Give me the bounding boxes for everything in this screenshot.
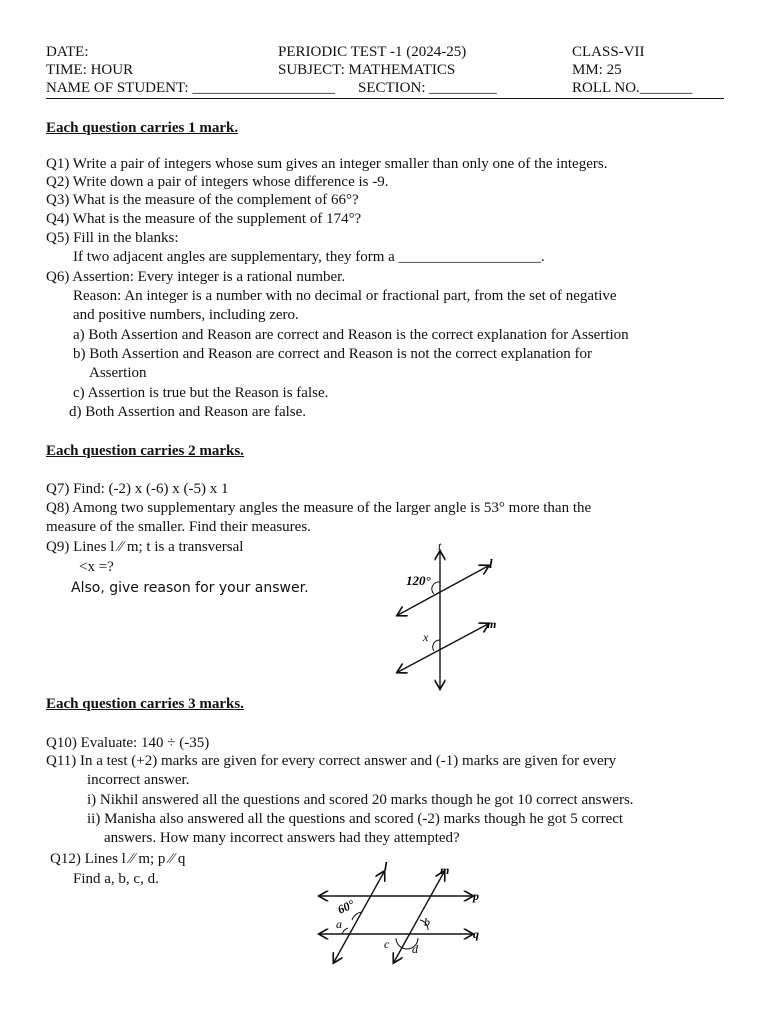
question-6-assertion: Q6) Assertion: Every integer is a rational number.	[46, 269, 346, 285]
question-2: Q2) Write down a pair of integers whose difference is -9.	[46, 174, 389, 190]
question-1: Q1) Write a pair of integers whose sum gives an integer smaller than only one of the integers.	[46, 156, 608, 172]
question-10: Q10) Evaluate: 140 ÷ (-35)	[46, 735, 210, 751]
label-m-fig2: m	[440, 863, 450, 877]
question-9-angle-x: <x =?	[79, 559, 114, 575]
question-5-blank: If two adjacent angles are supplementary, they form a ___________________.	[73, 249, 545, 265]
label-a: a	[336, 917, 342, 931]
label-m: m	[487, 617, 497, 631]
label-b: b	[424, 915, 430, 929]
parallelogram-figure	[312, 858, 492, 968]
question-6-reason-line1: Reason: An integer is a number with no decimal or fractional part, from the set of negative	[73, 288, 617, 304]
question-11-part-ii-cont: answers. How many incorrect answers had they attempted?	[104, 830, 460, 846]
line-m	[398, 624, 488, 672]
question-6-option-a: a) Both Assertion and Reason are correct and Reason is the correct explanation for Assertion	[73, 327, 629, 343]
question-9: Q9) Lines l ∕∕ m; t is a transversal	[46, 539, 244, 555]
header-divider	[46, 98, 724, 99]
angle-x-arc	[433, 640, 440, 651]
label-c: c	[384, 937, 390, 951]
question-4: Q4) What is the measure of the supplement of 174°?	[46, 211, 362, 227]
angle-a-arc	[342, 928, 348, 934]
question-11-line2: incorrect answer.	[87, 772, 190, 788]
question-9-reason: Also, give reason for your answer.	[71, 580, 309, 596]
label-120-degrees: 120°	[406, 573, 431, 588]
line-m-fig2	[394, 872, 444, 962]
section3-heading: Each question carries 3 marks.	[46, 696, 244, 712]
date-label: DATE:	[46, 44, 89, 60]
label-l: l	[489, 556, 493, 571]
label-p: p	[473, 889, 479, 903]
class-label: CLASS-VII	[572, 44, 645, 60]
question-6-option-b: b) Both Assertion and Reason are correct and Reason is not the correct explanation for	[73, 346, 593, 362]
student-name-label: NAME OF STUDENT: ___________________	[46, 80, 335, 96]
label-q: q	[473, 927, 479, 941]
question-8-line1: Q8) Among two supplementary angles the measure of the larger angle is 53° more than the	[46, 500, 592, 516]
roll-no-label: ROLL NO._______	[572, 80, 693, 96]
question-11-part-ii: ii) Manisha also answered all the questions and scored (-2) marks though he got 5 correct	[87, 811, 624, 827]
question-8-line2: measure of the smaller. Find their measures.	[46, 519, 311, 535]
question-11-part-i: i) Nikhil answered all the questions and scored 20 marks though he got 10 correct answers.	[87, 792, 634, 808]
subject-label: SUBJECT: MATHEMATICS	[278, 62, 456, 78]
question-12-find: Find a, b, c, d.	[73, 871, 159, 887]
transversal-figure	[390, 538, 520, 694]
label-x: x	[423, 630, 429, 644]
question-7: Q7) Find: (-2) x (-6) x (-5) x 1	[46, 481, 229, 497]
question-12: Q12) Lines l ∕∕ m; p ∕∕ q	[50, 851, 186, 867]
question-11-line1: Q11) In a test (+2) marks are given for every correct answer and (-1) marks are given for every	[46, 753, 617, 769]
time-label: TIME: HOUR	[46, 62, 134, 78]
question-6-option-b-cont: Assertion	[89, 365, 147, 381]
section2-heading: Each question carries 2 marks.	[46, 443, 244, 459]
question-3: Q3) What is the measure of the complement of 66°?	[46, 192, 359, 208]
question-6-option-c: c) Assertion is true but the Reason is false.	[73, 385, 329, 401]
section1-heading: Each question carries 1 mark.	[46, 120, 239, 136]
label-60-degrees: 60°	[335, 896, 357, 917]
section-label: SECTION: _________	[358, 80, 497, 96]
max-marks-label: MM: 25	[572, 62, 622, 78]
label-d: d	[412, 942, 418, 956]
question-5: Q5) Fill in the blanks:	[46, 230, 179, 246]
label-t: t	[438, 539, 442, 553]
label-l-fig2: l	[384, 859, 388, 873]
test-title: PERIODIC TEST -1 (2024-25)	[278, 44, 467, 60]
question-6-reason-line2: and positive numbers, including zero.	[73, 307, 299, 323]
question-6-option-d: d) Both Assertion and Reason are false.	[69, 404, 307, 420]
